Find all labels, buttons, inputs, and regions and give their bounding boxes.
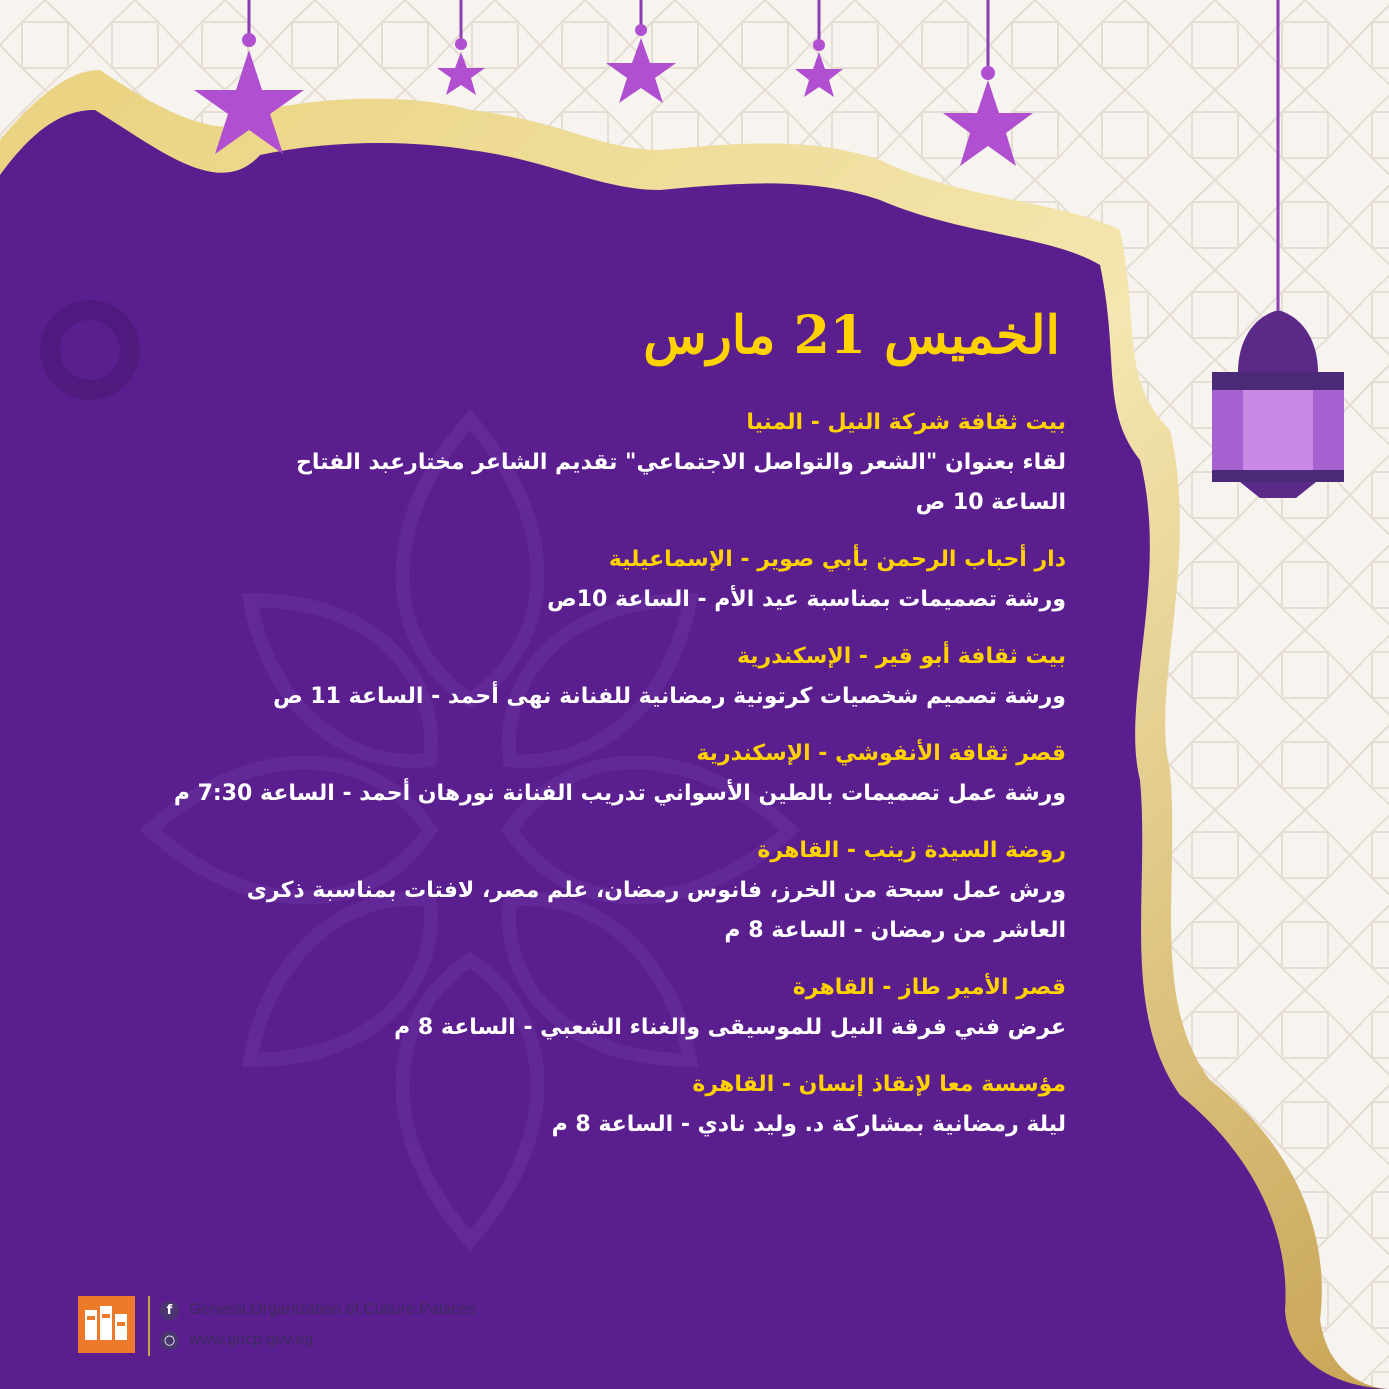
event-venue: مؤسسة معا لإنقاذ إنسان - القاهرة [692, 1072, 1066, 1097]
events-list [60, 403, 1066, 1162]
event-description: عرض فني فرقة النيل للموسيقى والغناء الشعبي - الساعة 8 م [394, 1015, 1066, 1040]
event-item [60, 403, 1066, 523]
event-venue: قصر ثقافة الأنفوشي - الإسكندرية [696, 741, 1066, 766]
divider [148, 1296, 150, 1356]
page-title: الخميس 21 مارس [643, 305, 1060, 366]
event-item [60, 540, 1066, 620]
event-description: لقاء بعنوان "الشعر والتواصل الاجتماعي" تقديم الشاعر مختارعبد الفتاح [296, 450, 1066, 475]
event-item [60, 831, 1066, 951]
website-link[interactable] [160, 1328, 313, 1352]
event-description: ورشة تصميم شخصيات كرتونية رمضانية للفنانة نهى أحمد - الساعة 11 ص [273, 684, 1066, 709]
website-text: www.gocp.gov.eg [189, 1331, 314, 1348]
event-venue: روضة السيدة زينب - القاهرة [757, 838, 1066, 863]
logo-mark-icon [78, 1296, 135, 1353]
facebook-link[interactable] [160, 1298, 476, 1322]
event-venue: بيت ثقافة أبو قير - الإسكندرية [736, 644, 1066, 669]
event-item [60, 968, 1066, 1048]
event-description: ورش عمل سبحة من الخرز، فانوس رمضان، علم مصر، لافتات بمناسبة ذكرى [246, 878, 1066, 903]
event-time: الساعة 10 ص [915, 490, 1066, 515]
event-description: ليلة رمضانية بمشاركة د. وليد نادي - الساعة 8 م [551, 1112, 1066, 1137]
event-time: العاشر من رمضان - الساعة 8 م [724, 918, 1066, 943]
event-description: ورشة عمل تصميمات بالطين الأسواني تدريب الفنانة نورهان أحمد - الساعة 7:30 م [173, 781, 1066, 806]
event-description: ورشة تصميمات بمناسبة عيد الأم - الساعة 10ص [547, 587, 1066, 612]
event-item [60, 1065, 1066, 1145]
event-item [60, 734, 1066, 814]
event-venue: قصر الأمير طاز - القاهرة [792, 975, 1066, 1000]
event-venue: بيت ثقافة شركة النيل - المنيا [746, 410, 1066, 435]
event-venue: دار أحباب الرحمن بأبي صوير - الإسماعيلية [608, 547, 1066, 572]
event-item [60, 637, 1066, 717]
facebook-text: General.Organization.of.Culture.Palaces [189, 1301, 477, 1318]
gocp-logo [78, 1296, 135, 1353]
facebook-icon: f [160, 1301, 179, 1320]
globe-icon: ○ [160, 1331, 179, 1350]
